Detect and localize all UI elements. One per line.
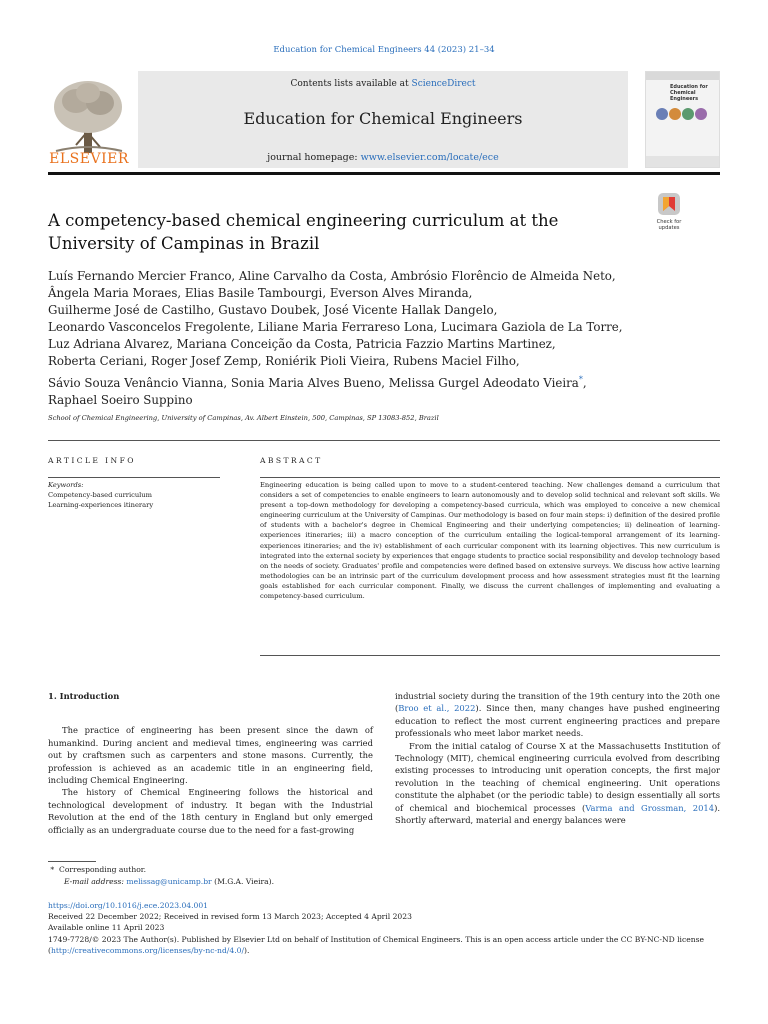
journal-citation[interactable]: Education for Chemical Engineers 44 (2023) 21–34 <box>273 45 495 55</box>
crossmark-icon <box>649 193 689 215</box>
body-left-column <box>48 690 373 836</box>
abstract-heading: ABSTRACT <box>260 456 323 465</box>
cover-illustration-icon <box>654 102 714 126</box>
copyright-end: ). <box>244 945 250 955</box>
email-line <box>48 876 720 888</box>
paragraph-text: ). Since then, many changes have pushed engineering education to reflect the most current engineering practices and prepare professionals who meet labor market needs. <box>395 703 720 739</box>
keyword-item: Competency-based curriculum <box>48 491 152 500</box>
footnote <box>48 864 720 889</box>
author-line: Leonardo Vasconcelos Fregolente, Liliane Maria Ferrareso Lona, Lucimara Gaziola de La Torre, <box>48 320 623 335</box>
homepage-prefix: journal homepage: <box>267 152 361 163</box>
cover-footer <box>646 156 719 167</box>
abstract-bottom-rule <box>260 655 720 656</box>
journal-banner <box>138 71 628 168</box>
elsevier-logo[interactable] <box>48 71 130 173</box>
doi-link[interactable]: https://doi.org/10.1016/j.ece.2023.04.001 <box>48 901 209 910</box>
contents-prefix: Contents lists available at <box>290 79 412 89</box>
keywords-block <box>48 480 220 511</box>
cover-top-strip <box>646 72 719 80</box>
contents-available <box>138 79 628 89</box>
paragraph-text: From the initial catalog of Course X at the Massachusetts Institution of Technology (MIT), chemical engineering curricula evolved from describing existing processes to introducing unit operation concepts, the first major revolution in the teaching of chemical engineering. Unit operations constitute the alphabet (or the periodic table) to design essentially all sorts of chemical and biochemical processes ( <box>395 740 720 813</box>
homepage-link[interactable]: www.elsevier.com/locate/ece <box>360 152 499 163</box>
citation-link[interactable]: Varma and Grossman, 2014 <box>585 802 715 813</box>
journal-homepage <box>138 152 628 163</box>
paragraph-text: industrial society during the transition of the 19th century into the 20th one ( <box>395 691 720 714</box>
corresponding-author-mark[interactable]: * <box>578 374 583 384</box>
paragraph: The history of Chemical Engineering follows the historical and technological development of industry. It began with the Industrial Revolution at the end of the 18th century in England but only emerged officially as an undergraduate course due to the need for a fast-growing <box>48 787 373 835</box>
available-online: Available online 11 April 2023 <box>48 923 165 933</box>
author-line <box>48 371 648 392</box>
paragraph <box>395 740 720 827</box>
body-right-column <box>395 690 720 826</box>
author-separator: , <box>582 375 587 390</box>
citation-link[interactable]: Broo et al., 2022 <box>398 703 476 714</box>
footnote-mark: * <box>50 865 55 874</box>
footnote-rule <box>48 861 96 862</box>
email-link[interactable]: melissag@unicamp.br <box>126 877 212 887</box>
article-info-rule <box>48 477 220 478</box>
keywords-label: Keywords: <box>48 481 84 489</box>
paragraph-text: ). Shortly afterward, material and energy balances were <box>395 802 720 826</box>
crossmark-line1: Check for <box>656 219 682 225</box>
corresponding-label: Corresponding author. <box>59 865 146 874</box>
email-suffix: (M.G.A. Vieira). <box>214 877 275 887</box>
author-line: Roberta Ceriani, Roger Josef Zemp, Roniérik Pioli Vieira, Rubens Maciel Filho, <box>48 354 520 369</box>
author-line-text: Sávio Souza Venâncio Vianna, Sonia Maria Alves Bueno, Melissa Gurgel Adeodato Vieira <box>48 375 579 390</box>
publication-info <box>48 900 720 956</box>
abstract-text: Engineering education is being called upon to move to a student-centered teaching. New challenges demand a curriculum that considers a set of competencies to enable engineers to learn autonomously and to develop solid technical and relevant soft skills. We present a top-down methodology for developing a competency-based curricula, which was employed to conceive a new chemical engineering curriculum at the University of Campinas. Our methodology is based on four main steps: i) definition of the desired profile of students with a bachelor's degree in Chemical Engineering and their underlying competencies; ii) delineation of learning-experiences itineraries; iii) a macro conception of the curriculum entailing the logical-temporal arrangement of its learning-experiences itineraries; and the iv) establishment of each curricular component with its learning objectives. This new curriculum is integrated into the external society by experiences that engage students to practice social responsibility and develop technology based on the needs of society. Graduates' profile and competencies were defined based on extensive surveys. We discuss how active learning methodologies can be an intrinsic part of the curriculum development process and how assessment strategies must fit the learning goals established for each curricular component. Finally, we discuss the current challenges of implementing and evaluating a competency-based curriculum. <box>260 481 720 601</box>
corresponding-author-note <box>48 864 720 876</box>
paragraph <box>395 690 720 740</box>
affiliation: School of Chemical Engineering, University of Campinas, Av. Albert Einstein, 500, Campinas, SP 13083-852, Brazil <box>48 414 439 422</box>
check-for-updates-button[interactable] <box>649 193 689 233</box>
author-list <box>48 268 648 409</box>
author-line: Guilherme José de Castilho, Gustavo Doubek, José Vicente Hallak Dangelo, <box>48 303 498 318</box>
article-title: A competency-based chemical engineering curriculum at the University of Campinas in Brazil <box>48 211 559 253</box>
elsevier-wordmark: ELSEVIER <box>49 151 129 167</box>
author-line: Luís Fernando Mercier Franco, Aline Carvalho da Costa, Ambrósio Florêncio de Almeida Neto, <box>48 269 616 283</box>
author-line: Ângela Maria Moraes, Elias Basile Tambourgi, Everson Alves Miranda, <box>48 286 473 301</box>
license-link[interactable]: http://creativecommons.org/licenses/by-nc-nd/4.0/ <box>50 945 245 955</box>
sciencedirect-link[interactable]: ScienceDirect <box>411 79 476 89</box>
journal-title[interactable]: Education for Chemical Engineers <box>243 109 523 128</box>
copyright-text: 1749-7728/© 2023 The Author(s). Published by Elsevier Ltd on behalf of Institution of Chemical Engineers. This is an open access article under the CC BY-NC-ND license ( <box>48 934 705 955</box>
author-line: Luz Adriana Alvarez, Mariana Conceição da Costa, Patricia Fazzio Martins Martinez, <box>48 337 556 352</box>
header-rule <box>48 172 720 175</box>
copyright-notice <box>48 934 720 956</box>
cover-title: Education for Chemical Engineers <box>670 84 708 102</box>
section-heading-introduction: 1. Introduction <box>48 691 120 701</box>
article-info-heading: ARTICLE INFO <box>48 456 136 465</box>
email-label: E-mail address: <box>64 877 124 887</box>
abstract-rule <box>260 477 720 478</box>
received-dates: Received 22 December 2022; Received in revised form 13 March 2023; Accepted 4 April 2023 <box>48 912 412 922</box>
paragraph: The practice of engineering has been present since the dawn of humankind. During ancient and medieval times, engineering was carried out by craftsmen such as carpenters and stone masons. Currently, the profession is achieved as an academic title in an engineering field, including Chemical Engineering. <box>48 725 373 786</box>
keyword-item: Learning-experiences itinerary <box>48 501 154 510</box>
section-rule <box>48 440 720 441</box>
author-line: Raphael Soeiro Suppino <box>48 392 193 407</box>
crossmark-line2: updates <box>658 225 680 231</box>
journal-cover[interactable] <box>645 71 720 168</box>
